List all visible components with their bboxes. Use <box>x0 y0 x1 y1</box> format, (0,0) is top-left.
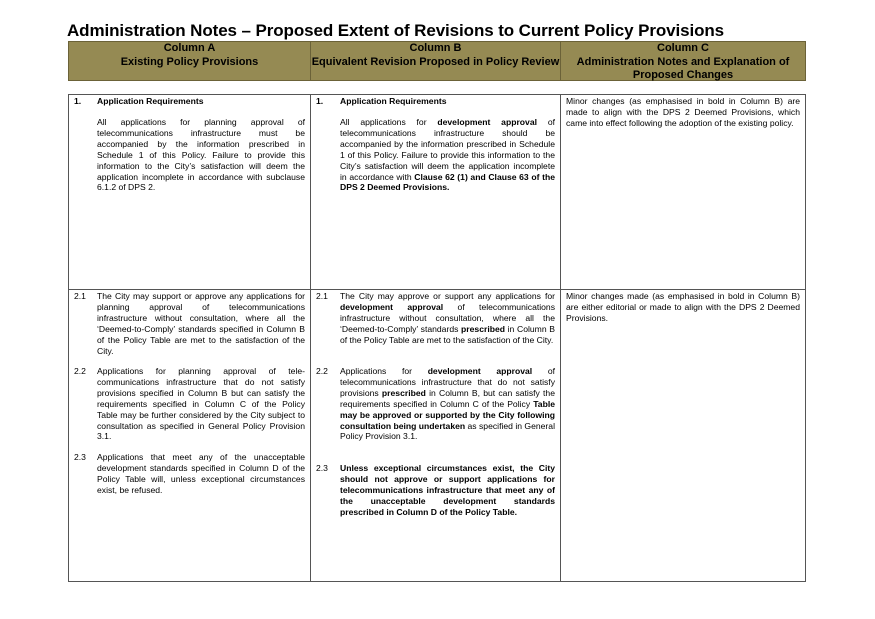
clause-text <box>340 366 555 442</box>
column-b-label: Column B <box>409 42 462 54</box>
clause-number: 2.2 <box>74 366 86 376</box>
body-text: as specified in General Policy Provision 3.1. <box>340 420 555 442</box>
row2-column-b-cell <box>310 289 561 582</box>
body-text: All applications for <box>340 117 438 127</box>
body-text: of telecommunications infrastructure that do not satisfy provisions <box>340 366 555 398</box>
bold-text: prescribed <box>381 387 426 398</box>
bold-text: Clause 62 (1) and Clause 63 of the DPS 2 Deemed Provisions. <box>340 171 555 193</box>
section-body: All applications for planning approval of telecommunications infrastructure must be accompanied by the information prescribed in Schedule 1 of this Policy. Failure to provide this information to the City’s satisfaction will deem the application incomplete in accordance with subclause 6.1.2 of DPS 2. <box>97 117 305 193</box>
column-c-label: Column C <box>657 42 709 54</box>
clause-number: 2.3 <box>316 463 328 473</box>
body-text: of telecommunications infrastructure without consultation, where all the ‘Deemed-to-Comply’ standards <box>340 301 556 334</box>
column-b-title: Equivalent Revision Proposed in Policy Review <box>311 55 560 68</box>
clause-text: Applications for planning approval of tele-communications infrastructure that do not satisfy provisions specified in Column B but can satisfy the requirements specified in Column C of the Policy Table may be further considered by the City subject to consultation as specified in General Policy Provision 3.1. <box>97 366 305 442</box>
clause-number: 2.3 <box>74 452 86 462</box>
clause-number: 2.1 <box>316 291 328 301</box>
column-c-title: Administration Notes and Explanation of Proposed Changes <box>576 55 790 81</box>
row2-column-c-cell <box>560 289 806 582</box>
clause-text: Applications that meet any of the unacceptable development standards specified in Column D of the Policy Table will, unless exceptional circumstances exist, be refused. <box>97 452 305 495</box>
clause-text: Unless exceptional circumstances exist, the City should not approve or support applications for telecommunications infrastructure that meet any of the unacceptable development standards prescribed in Column D of the Policy Table. <box>340 463 555 517</box>
row1-column-b-cell <box>310 94 561 290</box>
body-text: Applications for <box>340 366 428 376</box>
row1-column-c-cell <box>560 94 806 290</box>
clause-text <box>340 291 555 346</box>
admin-note: Minor changes (as emphasised in bold in Column B) are made to align with the DPS 2 Deemed Provisions, which came into effect following the adoption of the existing policy. <box>566 96 800 128</box>
bold-text: development approval <box>340 301 444 312</box>
admin-note: Minor changes made (as emphasised in bold in Column B) are either editorial or made to align with the DPS 2 Deemed Provisions. <box>566 291 800 323</box>
body-text: of telecommunications infrastructure should be accompanied by the information prescribed in Schedule 1 of this Policy. Failure to provide this information to the City’s satisfaction will deem the application incomplete in accordance with <box>340 117 555 182</box>
body-text: The City may approve or support any applications for <box>340 291 555 301</box>
column-a-title: Existing Policy Provisions <box>120 55 259 68</box>
body-text: in Column B of the Policy Table are met to the satisfaction of the City. <box>340 323 555 345</box>
section-number: 1. <box>74 96 82 106</box>
row1-column-a-cell <box>68 94 311 290</box>
column-b-header <box>310 41 561 81</box>
row2-column-a-cell <box>68 289 311 582</box>
page-title: Administration Notes – Proposed Extent of Revisions to Current Policy Provisions <box>67 21 725 40</box>
column-c-header <box>560 41 806 81</box>
bold-text: development approval <box>427 366 533 376</box>
section-body <box>340 117 555 193</box>
clause-number: 2.1 <box>74 291 86 301</box>
bold-text: prescribed <box>461 323 505 334</box>
clause-text: The City may support or approve any applications for planning approval of telecommunications infrastructure without consultation, where all the ‘Deemed-to-Comply’ standards specified in Column B of the Policy Table are met to the satisfaction of the City. <box>97 291 305 356</box>
bold-text: Table may be approved or supported by the City following consultation being undertaken <box>340 398 555 431</box>
body-text: in Column B, but can satisfy the requirements specified in Column C of the Policy <box>340 387 555 409</box>
section-number: 1. <box>316 96 324 106</box>
clause-number: 2.2 <box>316 366 328 376</box>
bold-text: development approval <box>437 117 538 127</box>
section-heading: Application Requirements <box>340 96 447 106</box>
column-a-label: Column A <box>163 42 216 54</box>
column-a-header <box>68 41 311 81</box>
section-heading: Application Requirements <box>97 96 204 106</box>
